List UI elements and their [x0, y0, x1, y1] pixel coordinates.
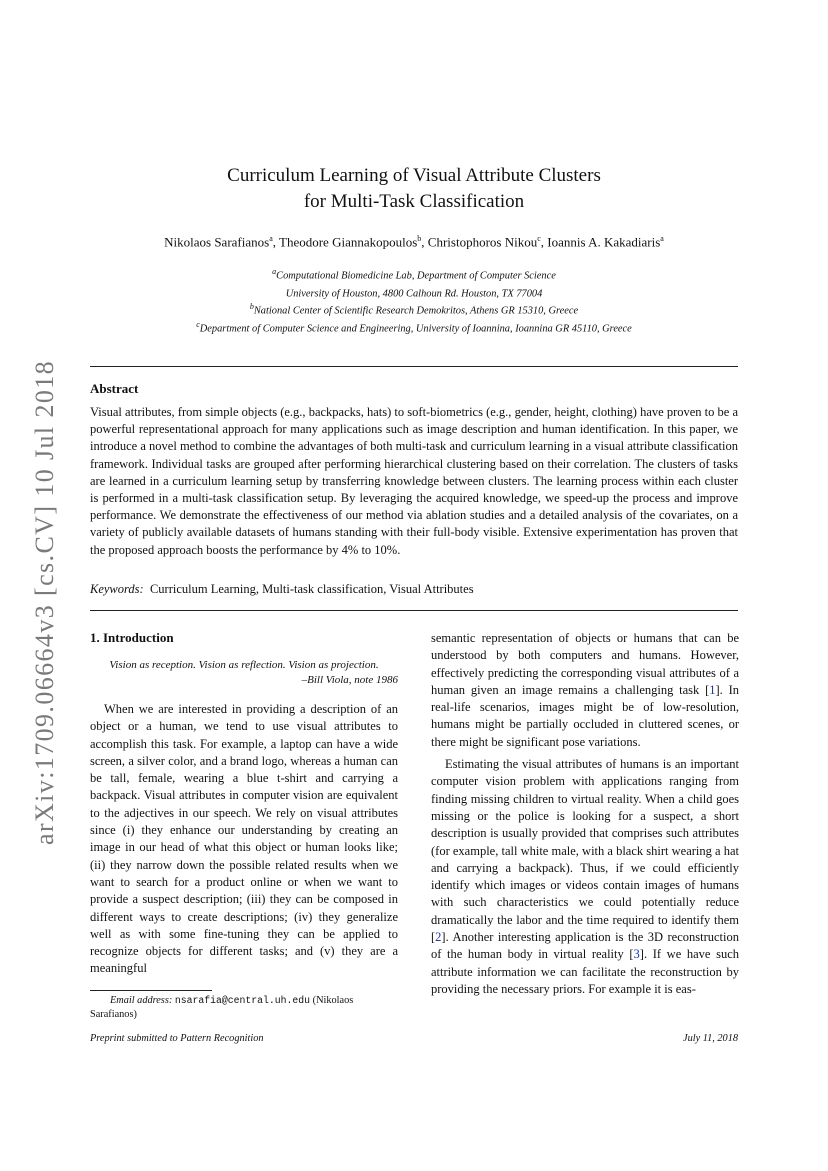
footnote-email: nsarafia@central.uh.edu: [174, 995, 311, 1006]
intro-paragraph-continued: [431, 630, 739, 751]
paragraph-text: ]. In real-life scenarios, images might be of low-resolution, humans might be partially occluded in cluttered scenes, or there might be significant pose variations.: [431, 682, 739, 749]
abstract-text: Visual attributes, from simple objects (e.g., backpacks, hats) to soft-biometrics (e.g., gender, height, clothing) have proven to be a powerful representational approach for many applications such as image description and human identification. In this paper, we introduce a novel method to combine the advantages of both multi-task and curriculum learning in a visual attribute classification framework. Individual tasks are grouped after performing hierarchical clustering based on their correlation. The clusters of tasks are learned in a curriculum learning setup by transferring knowledge between clusters. The learning process within each cluster is performed in a multi-task classification setup. By leveraging the acquired knowledge, we speed-up the process and improve performance. We demonstrate the effectiveness of our method via ablation studies and a detailed analysis of the covariates, on a variety of publicly available datasets of humans standing with their full-body visible. Extensive experimentation has proven that the proposed approach boosts the performance by 4% to 10%.: [90, 405, 738, 557]
affiliation-list: [0, 265, 828, 336]
keywords-label: Keywords:: [90, 582, 144, 596]
paragraph-text: ]. Another interesting application is the 3D reconstruction of the human body in virtual reality [: [431, 930, 739, 962]
intro-paragraph-1: When we are interested in providing a description of an object or a human, we tend to use visual attributes to accomplish this task. For example, a laptop can have a wide screen, a silver color, and a brand logo, whereas a human can be tall, female, wearing a blue t-shirt and carrying a backpack. Visual attributes in computer vision are equivalent to the adjectives in our speech. We rely on visual attributes since (i) they enhance our understanding by creating an image in our head of what this object or human looks like; (ii) they narrow down the possible related results when we want to search for a product online or when we want to provide a suspect description; (iii) they can be composed in different ways to create descriptions; (iv) they generalize well as with some fine-tuning they can be applied to recognize objects for different tasks; and (v) they are a meaningful: [90, 702, 398, 976]
left-column: [90, 701, 398, 978]
footnote-label: Email address:: [110, 995, 173, 1006]
affiliation-line: [0, 265, 828, 283]
author-separator: ,: [540, 234, 548, 250]
epigraph: [90, 658, 398, 688]
affiliation-line: [0, 318, 828, 336]
paragraph-text: Estimating the visual attributes of humans is an important computer vision problem with applications ranging from finding missing children to virtual reality. When a child goes missing or the police is looking for a suspect, a short description is usually provided that comprises such attributes (for example, tall white male, with a black shirt wearing a hat and carrying a backpack). Thus, if we could efficiently identify which images or videos contain images of humans with such characteristics we could potentially reduce dramatically the labor and the time required to identify them [: [431, 757, 739, 945]
footer-date: July 11, 2018: [683, 1033, 738, 1044]
author-separator: ,: [421, 234, 428, 250]
footnote-name: (Nikolaos Sarafianos): [90, 995, 354, 1020]
paper-title: [0, 163, 828, 215]
abstract-heading: Abstract: [90, 381, 139, 396]
paragraph-text: semantic representation of objects or humans that can be understood by both computers and humans. However, effectively predicting the corresponding visual attributes of a human given an image remains a challenging task [: [431, 631, 739, 697]
paragraph-text: ]. If we have such attribute information we can facilitate the reconstruction by providing the necessary priors. For example it is eas-: [431, 947, 739, 996]
author-affiliation-mark: c: [537, 234, 541, 243]
intro-paragraph-2: [431, 756, 739, 998]
abstract-bottom-rule: [90, 610, 738, 611]
title-line-2: for Multi-Task Classification: [303, 191, 525, 212]
author-name: Nikolaos Sarafianos: [164, 234, 270, 250]
affiliation-text: University of Houston, 4800 Calhoun Rd. Houston, TX 77004: [285, 288, 543, 300]
epigraph-attribution: –Bill Viola, note 1986: [301, 674, 398, 686]
keywords: [90, 582, 474, 597]
title-line-1: Curriculum Learning of Visual Attribute Clusters: [227, 165, 601, 186]
arxiv-identifier: arXiv:1709.06664v3 [cs.CV] 10 Jul 2018: [30, 359, 59, 845]
affiliation-line: [0, 300, 828, 318]
author-name: Christophoros Nikou: [427, 234, 538, 250]
citation-link[interactable]: 3: [633, 947, 640, 962]
author-name: Theodore Giannakopoulos: [279, 234, 418, 250]
author-affiliation-mark: a: [269, 234, 273, 243]
affiliation-text: National Center of Scientific Research Demokritos, Athens GR 15310, Greece: [253, 305, 579, 317]
affiliation-text: Department of Computer Science and Engineering, University of Ioannina, Ioannina GR 45110, Greece: [199, 323, 632, 335]
right-column: [431, 630, 739, 998]
footnote-rule: [90, 990, 212, 991]
author-affiliation-mark: a: [660, 234, 664, 243]
footer-journal: Preprint submitted to Pattern Recognition: [90, 1033, 264, 1044]
author-affiliation-mark: b: [417, 234, 422, 243]
affiliation-text: Computational Biomedicine Lab, Department of Computer Science: [276, 270, 556, 282]
footnote: [90, 994, 398, 1021]
affiliation-mark: a: [272, 267, 277, 276]
keywords-text: Curriculum Learning, Multi-task classification, Visual Attributes: [149, 582, 474, 596]
citation-link[interactable]: 1: [709, 682, 716, 697]
citation-link[interactable]: 2: [435, 930, 442, 945]
affiliation-line: [0, 283, 828, 301]
affiliation-mark: b: [249, 302, 254, 312]
author-name: Ioannis A. Kakadiaris: [547, 234, 661, 250]
top-rule: [90, 366, 738, 367]
author-separator: ,: [272, 234, 280, 250]
affiliation-mark: c: [196, 320, 200, 330]
epigraph-quote: Vision as reception. Vision as reflection. Vision as projection.: [109, 659, 379, 671]
author-list: [0, 234, 828, 250]
section-heading-introduction: 1. Introduction: [90, 630, 174, 645]
